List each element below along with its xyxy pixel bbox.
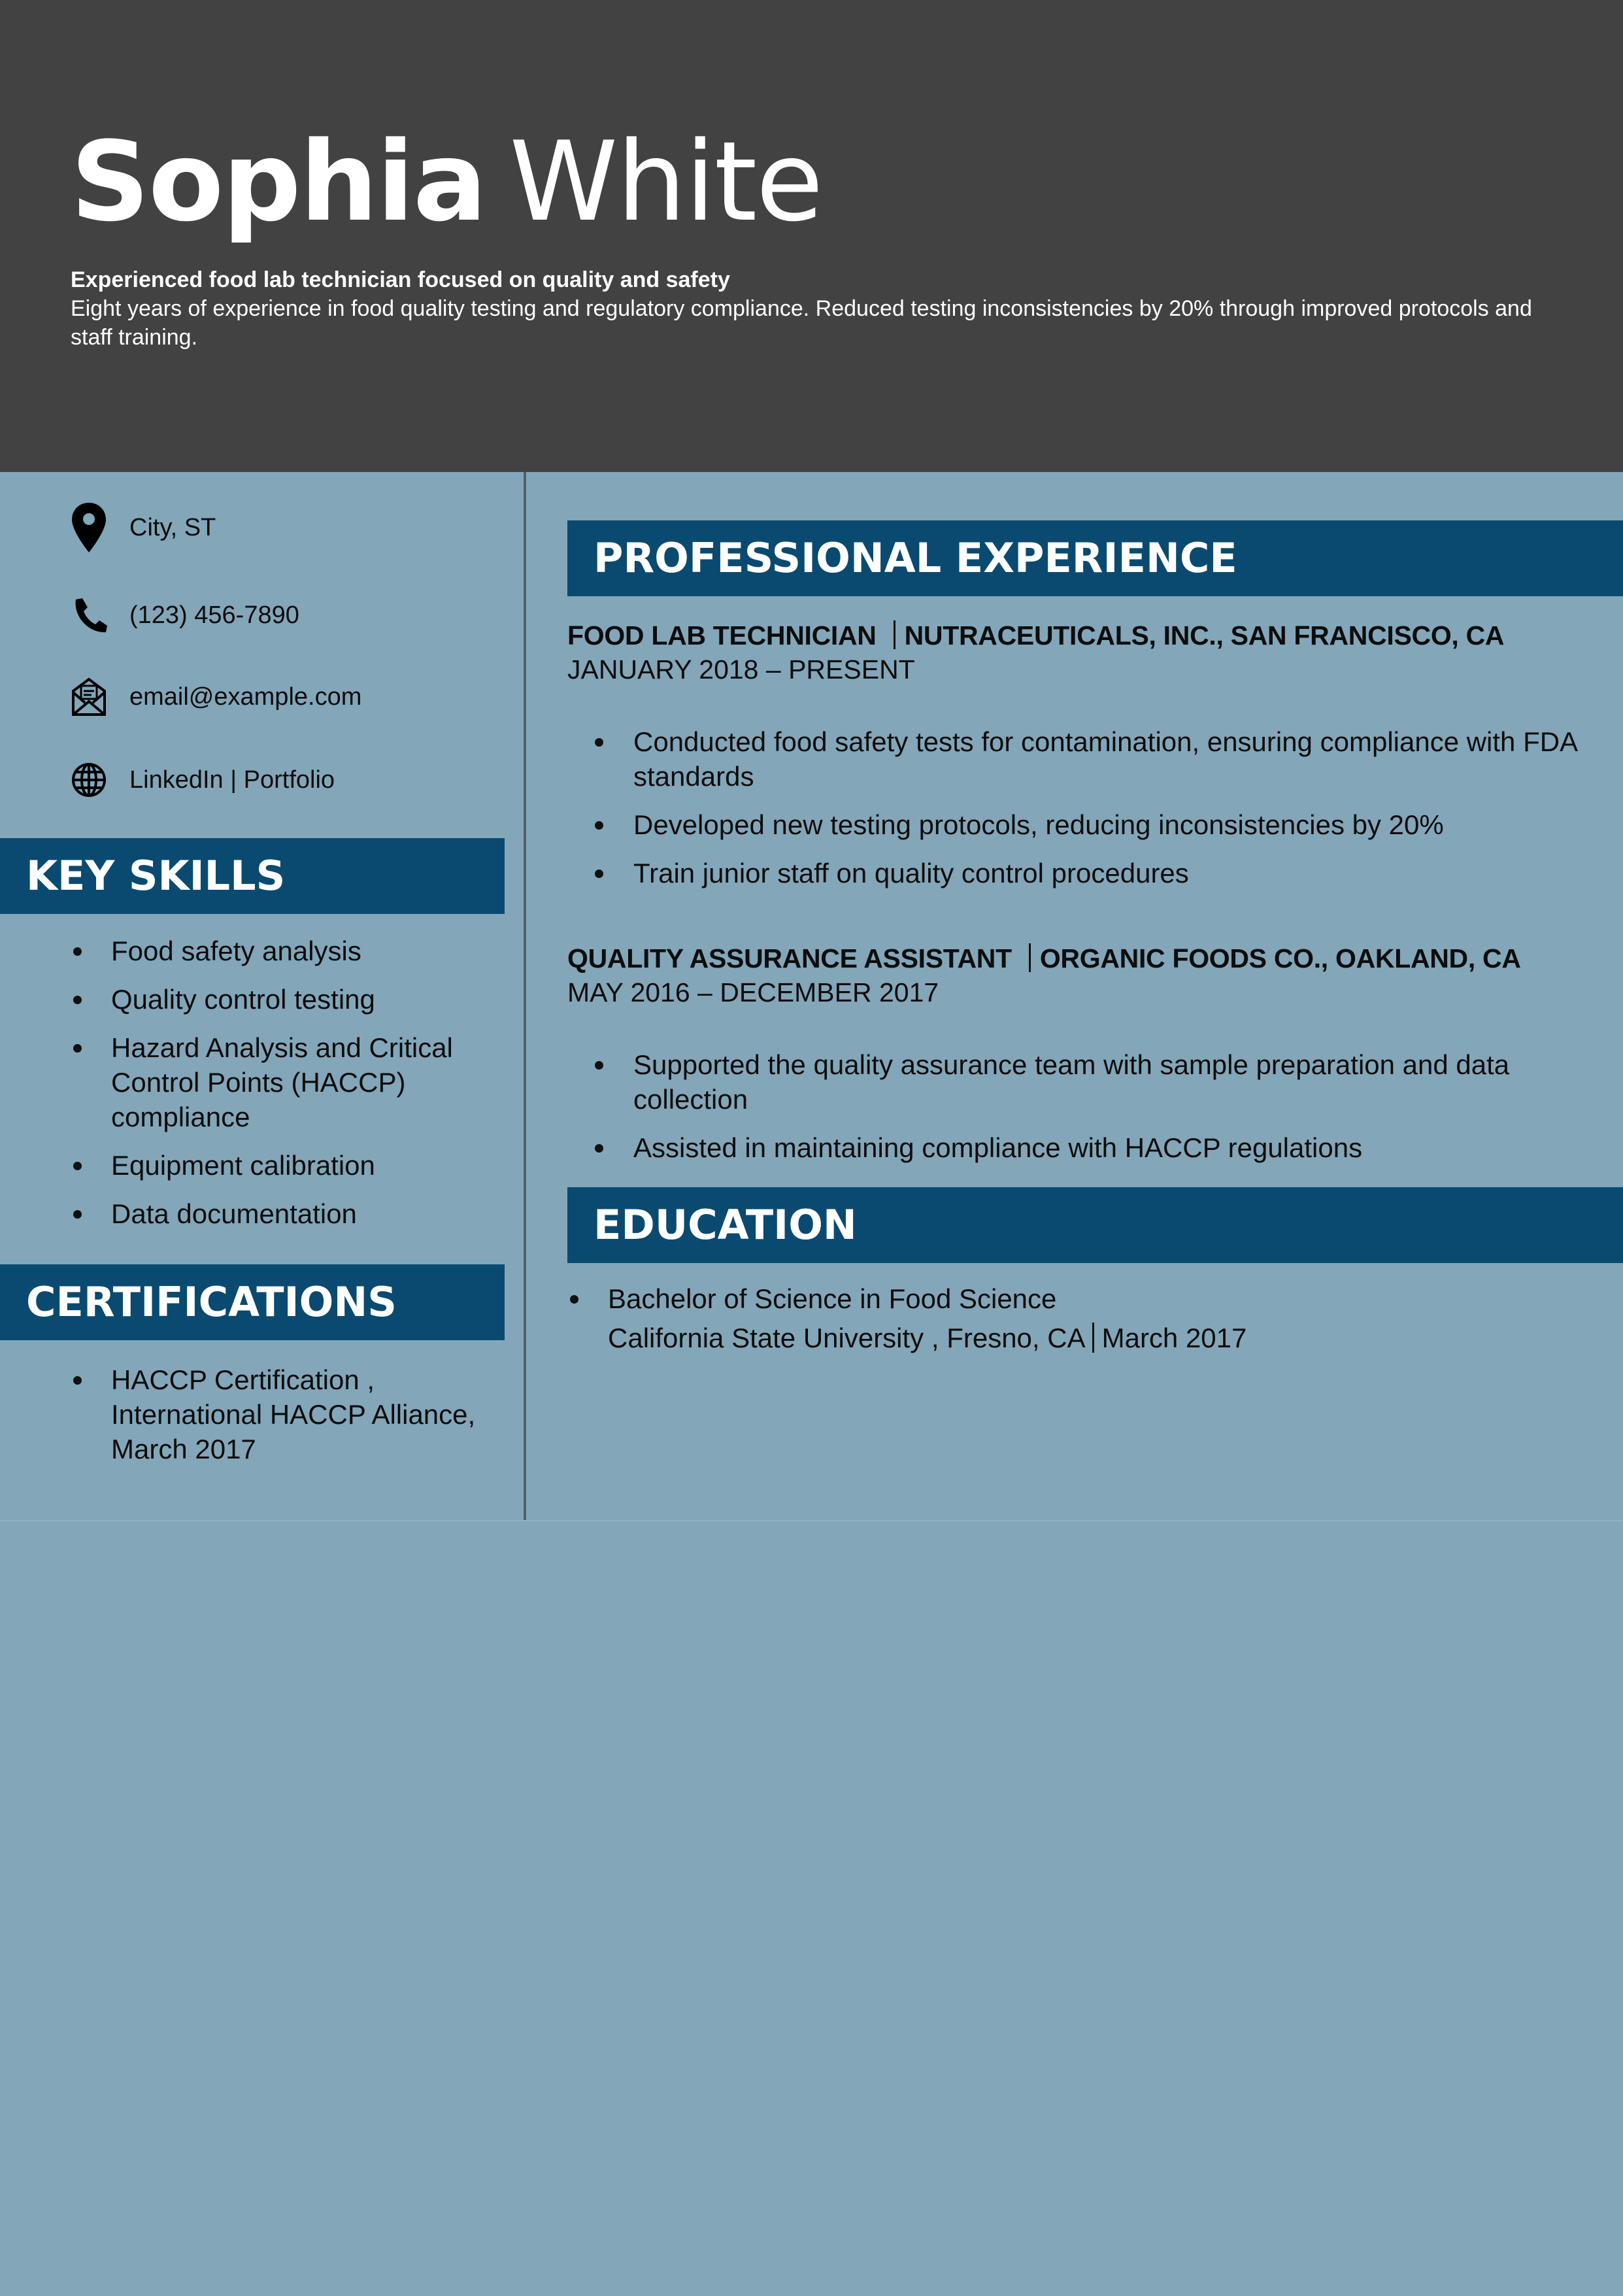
graduation-date: March 2017 [1101, 1323, 1247, 1353]
content-bottom-rule [0, 1520, 1623, 1521]
list-item: Food safety analysis [71, 934, 515, 968]
job-role: QUALITY ASSURANCE ASSISTANT [567, 943, 1012, 973]
map-pin-icon [71, 505, 107, 550]
last-name: White [509, 118, 822, 246]
list-item: HACCP Certification , International HACCP Alliance, March 2017 [71, 1362, 515, 1466]
contact-links [71, 757, 515, 803]
email-text[interactable]: email@example.com [129, 683, 362, 711]
headline: Experienced food lab technician focused on quality and safety [71, 267, 730, 292]
candidate-name [71, 116, 822, 247]
school-separator [1092, 1323, 1094, 1353]
location-text: City, ST [129, 514, 216, 541]
school-line [608, 1319, 1594, 1358]
column-divider [524, 472, 526, 1521]
certifications-heading: CERTIFICATIONS [0, 1264, 505, 1340]
list-item: Supported the quality assurance team with sample preparation and data collection [567, 1047, 1594, 1117]
title-separator [894, 620, 895, 649]
experience-heading: PROFESSIONAL EXPERIENCE [567, 520, 1623, 596]
job-company: NUTRACEUTICALS, INC., SAN FRANCISCO, CA [904, 620, 1505, 650]
school: California State University , Fresno, CA [608, 1323, 1086, 1353]
job-duties-1 [567, 724, 1594, 904]
education-list [567, 1279, 1594, 1358]
list-item: Data documentation [71, 1196, 515, 1231]
certifications-list [71, 1362, 515, 1466]
list-item: Train junior staff on quality control procedures [567, 856, 1594, 890]
phone-text[interactable]: (123) 456-7890 [129, 601, 299, 629]
summary: Eight years of experience in food quality testing and regulatory compliance. Reduced testing inconsistencies by 20% through improved protocols and staff training. [71, 296, 1532, 350]
job-company: ORGANIC FOODS CO., OAKLAND, CA [1039, 943, 1521, 973]
title-separator [1029, 943, 1031, 972]
envelope-icon [71, 674, 107, 720]
job-duties-2 [567, 1047, 1594, 1179]
job-dates-1: JANUARY 2018 – PRESENT [567, 654, 915, 684]
education-entry [567, 1279, 1594, 1358]
list-item: Hazard Analysis and Critical Control Points (HACCP) compliance [71, 1030, 515, 1134]
links-text[interactable]: LinkedIn | Portfolio [129, 766, 335, 794]
job-dates-2: MAY 2016 – DECEMBER 2017 [567, 977, 939, 1007]
globe-icon [71, 757, 107, 803]
phone-icon [71, 592, 107, 638]
list-item: Assisted in maintaining compliance with HACCP regulations [567, 1130, 1594, 1165]
first-name: Sophia [71, 118, 486, 246]
education-heading: EDUCATION [567, 1187, 1623, 1263]
skills-list [71, 934, 515, 1245]
degree: Bachelor of Science in Food Science [608, 1283, 1057, 1314]
resume-header [0, 0, 1623, 472]
contact-email [71, 674, 515, 720]
job-role: FOOD LAB TECHNICIAN [567, 620, 877, 650]
job-title-1 [567, 618, 1504, 652]
job-title-2 [567, 941, 1521, 975]
key-skills-heading: KEY SKILLS [0, 838, 505, 914]
list-item: Conducted food safety tests for contamination, ensuring compliance with FDA standards [567, 724, 1594, 794]
list-item: Equipment calibration [71, 1148, 515, 1183]
list-item: Quality control testing [71, 982, 515, 1017]
contact-location [71, 505, 515, 550]
contact-phone [71, 592, 515, 638]
list-item: Developed new testing protocols, reducing inconsistencies by 20% [567, 807, 1594, 842]
